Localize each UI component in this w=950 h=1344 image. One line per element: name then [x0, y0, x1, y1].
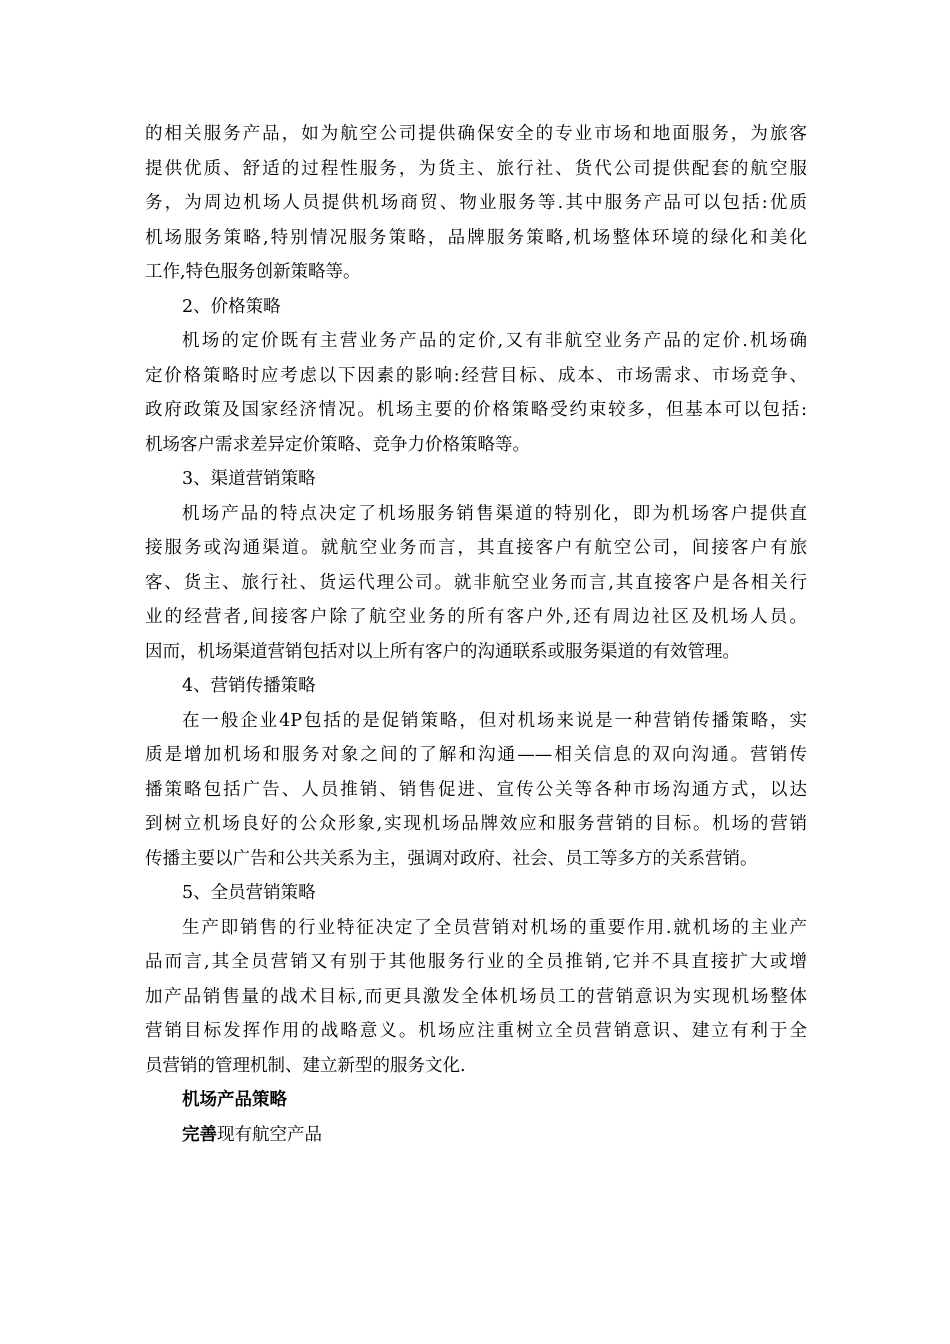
text-line: 定价格策略时应考虑以下因素的影响:经营目标、成本、市场需求、市场竞争、 [145, 365, 807, 386]
text-line: 的相关服务产品，如为航空公司提供确保安全的专业市场和地面服务，为旅客 [145, 124, 807, 144]
subheading-improve-products [145, 1118, 807, 1153]
heading-all-staff-strategy: 5、全员营销策略 [182, 883, 316, 903]
text-line: 加产品销售量的战术目标,而更具激发全体机场员工的营销意识为实现机场整体 [145, 986, 807, 1007]
text-line: 播策略包括广告、人员推销、销售促进、宣传公关等各种市场沟通方式，以达 [145, 779, 807, 800]
section-heading-product-strategy: 机场产品策略 [182, 1090, 287, 1110]
paragraph-pricing [145, 324, 807, 462]
heading-channel-strategy: 3、渠道营销策略 [182, 469, 316, 489]
text-line: 机场产品的特点决定了机场服务销售渠道的特别化，即为机场客户提供直 [182, 503, 807, 524]
text-line: 因而，机场渠道营销包括对以上所有客户的沟通联系或服务渠道的有效管理。 [145, 641, 740, 662]
text-line: 营销目标发挥作用的战略意义。机场应注重树立全员营销意识、建立有利于全 [145, 1021, 807, 1041]
heading-communication-strategy: 4、营销传播策略 [182, 676, 316, 696]
paragraph-all-staff [145, 911, 807, 1084]
text-line: 工作,特色服务创新策略等。 [145, 262, 361, 282]
paragraph-channel [145, 497, 807, 670]
paragraph-communication [145, 704, 807, 877]
paragraph-service-products [145, 117, 807, 290]
text-line: 提供优质、舒适的过程性服务，为货主、旅行社、货代公司提供配套的航空服 [145, 158, 807, 179]
text-line: 机场的定价既有主营业务产品的定价,又有非航空业务产品的定价.机场确 [182, 331, 807, 351]
text-line: 接服务或沟通渠道。就航空业务而言，其直接客户有航空公司，间接客户有旅 [145, 538, 807, 558]
text-line: 业的经营者,间接客户除了航空业务的所有客户外,还有周边社区及机场人员。 [145, 607, 807, 627]
text-line: 品而言,其全员营销又有别于其他服务行业的全员推销,它并不具直接扩大或增 [145, 952, 807, 972]
text-line: 务，为周边机场人员提供机场商贸、物业服务等.其中服务产品可以包括:优质 [145, 193, 807, 213]
text-line: 到树立机场良好的公众形象,实现机场品牌效应和服务营销的目标。机场的营销 [145, 814, 807, 834]
text-line: 机场服务策略,特别情况服务策略，品牌服务策略,机场整体环境的绿化和美化 [145, 227, 807, 248]
text-line: 在一般企业4P包括的是促销策略，但对机场来说是一种营销传播策略，实 [182, 710, 807, 731]
document-body [145, 117, 807, 1152]
text-line: 生产即销售的行业特征决定了全员营销对机场的重要作用.就机场的主业产 [182, 917, 807, 938]
text-line: 质是增加机场和服务对象之间的了解和沟通——相关信息的双向沟通。营销传 [145, 745, 807, 765]
text-line: 客、货主、旅行社、货运代理公司。就非航空业务而言,其直接客户是各相关行 [145, 572, 807, 593]
text-line: 员营销的管理机制、建立新型的服务文化. [145, 1055, 466, 1076]
subheading-bold-part: 完善 [182, 1124, 217, 1145]
text-line: 机场客户需求差异定价策略、竞争力价格策略等。 [145, 434, 530, 455]
text-line: 传播主要以广告和公共关系为主，强调对政府、社会、员工等多方的关系营销。 [145, 848, 758, 869]
text-line: 政府政策及国家经济情况。机场主要的价格策略受约束较多，但基本可以包括: [145, 400, 807, 420]
heading-pricing-strategy: 2、价格策略 [182, 296, 281, 317]
subheading-rest: 现有航空产品 [217, 1124, 322, 1145]
